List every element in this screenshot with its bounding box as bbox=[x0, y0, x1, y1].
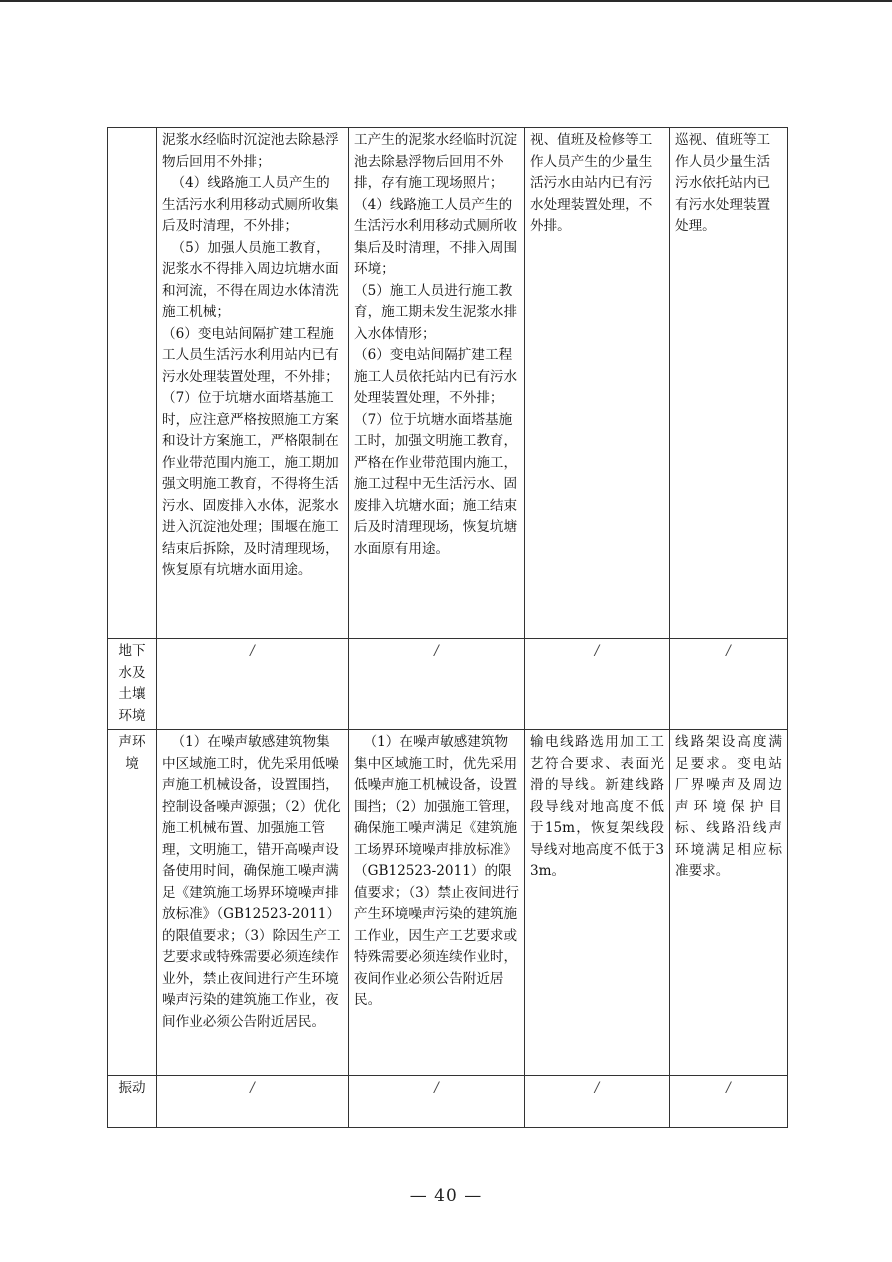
groundwater-col4-slash: / bbox=[670, 639, 788, 730]
water-col1-para-1: 泥浆水经临时沉淀池去除悬浮物后回用不外排； bbox=[162, 132, 339, 170]
vibration-col1-slash: / bbox=[157, 1076, 349, 1128]
water-col4-cell bbox=[670, 128, 788, 639]
water-col1-para-3: （5）加强人员施工教育，泥浆水不得排入周边坑塘水面和河流，不得在周边水体清洗施工机械； bbox=[162, 239, 339, 320]
water-col2-para-4: （7）位于坑塘水面塔基施工时，加强文明施工教育，严格在作业带范围内施工，施工过程中无生活污水、固废排入坑塘水面；施工结束后及时清理现场，恢复坑塘水面原有用途。 bbox=[354, 411, 518, 557]
water-col4-text: 巡视、值班等工作人员少量生活污水依托站内已有污水处理装置处理。 bbox=[675, 132, 771, 234]
row-label-groundwater: 地下水及土壤环境 bbox=[108, 639, 157, 730]
vibration-col4-slash: / bbox=[670, 1076, 788, 1128]
water-col2-cell bbox=[349, 128, 525, 639]
water-col2-para-2: （5）施工人员进行施工教育，施工期未发生泥浆水排入水体情形； bbox=[354, 282, 518, 342]
water-col2-para-1: 工产生的泥浆水经临时沉淀池去除悬浮物后回用不外排，存有施工现场照片；（4）线路施工人员产生的生活污水利用移动式厕所收集后及时清理，不排入周围环境； bbox=[354, 132, 518, 277]
water-col3-text: 视、值班及检修等工作人员产生的少量生活污水由站内已有污水处理装置处理，不外排。 bbox=[530, 132, 653, 234]
top-border-rule bbox=[0, 0, 892, 2]
water-col3-cell bbox=[525, 128, 670, 639]
table-row-water bbox=[108, 128, 788, 639]
water-col1-para-5: （7）位于坑塘水面塔基施工时，应注意严格按照施工方案和设计方案施工，严格限制在作业带范围内施工，施工期加强文明施工教育，不得将生活污水、固废排入水体，泥浆水进入沉淀池处理；围堰在施工结束后拆除，及时清理现场，恢复原有坑塘水面用途。 bbox=[162, 390, 339, 578]
vibration-col3-slash: / bbox=[525, 1076, 670, 1128]
groundwater-col2-slash: / bbox=[349, 639, 525, 730]
vibration-col2-slash: / bbox=[349, 1076, 525, 1128]
water-col2-para-3: （6）变电站间隔扩建工程施工人员依托站内已有污水处理装置处理，不外排； bbox=[354, 347, 518, 406]
water-col1-para-4: （6）变电站间隔扩建工程施工人员生活污水利用站内已有污水处理装置处理，不外排； bbox=[162, 325, 339, 385]
row-label-vibration: 振动 bbox=[108, 1076, 157, 1128]
page-number: — 40 — bbox=[409, 1186, 483, 1206]
groundwater-col1-slash: / bbox=[157, 639, 349, 730]
noise-col4-text: 线路架设高度满足要求。变电站厂界噪声及周边声环境保护目标、线路沿线声环境满足相应标准要求。 bbox=[675, 734, 782, 879]
noise-col3-text: 输电线路选用加工工艺符合要求、表面光滑的导线。新建线路段导线对地高度不低于15m，恢复架线段导线对地高度不低于33m。 bbox=[530, 734, 664, 879]
noise-col4-cell bbox=[670, 730, 788, 1076]
noise-col3-cell bbox=[525, 730, 670, 1076]
noise-col2-cell bbox=[349, 730, 525, 1076]
noise-col2-text: （1）在噪声敏感建筑物集中区域施工时，优先采用低噪声施工机械设备，设置围挡；（2）加强施工管理，确保施工噪声满足《建筑施工场界环境噪声排放标准》（GB12523-2011）的限值要求；（3）禁止夜间进行产生环境噪声污染的建筑施工作业，因生产工艺要求或特殊需要必须连续作业时，夜间作业必须公告附近居民。 bbox=[354, 734, 519, 1008]
noise-col1-text: （1）在噪声敏感建筑物集中区域施工时，优先采用低噪声施工机械设备，设置围挡，控制设备噪声源强；（2）优化施工机械布置、加强施工管理，文明施工，错开高噪声设备使用时间，确保施工噪声满足《建筑施工场界环境噪声排放标准》（GB12523-2011）的限值要求；（3）除因生产工艺要求或特殊需要必须连续作业外，禁止夜间进行产生环境噪声污染的建筑施工作业，夜间作业必须公告附近居民。 bbox=[162, 734, 341, 1030]
table-row-groundwater bbox=[108, 639, 788, 730]
row-label-noise: 声环境 bbox=[108, 730, 157, 1076]
noise-col1-cell bbox=[157, 730, 349, 1076]
environmental-measures-table bbox=[107, 127, 788, 1128]
groundwater-col3-slash: / bbox=[525, 639, 670, 730]
water-col1-cell bbox=[157, 128, 349, 639]
water-col1-para-2: （4）线路施工人员产生的生活污水利用移动式厕所收集后及时清理，不外排； bbox=[162, 175, 339, 234]
row-label-empty bbox=[108, 128, 157, 639]
table-row-vibration bbox=[108, 1076, 788, 1128]
table-row-noise bbox=[108, 730, 788, 1076]
